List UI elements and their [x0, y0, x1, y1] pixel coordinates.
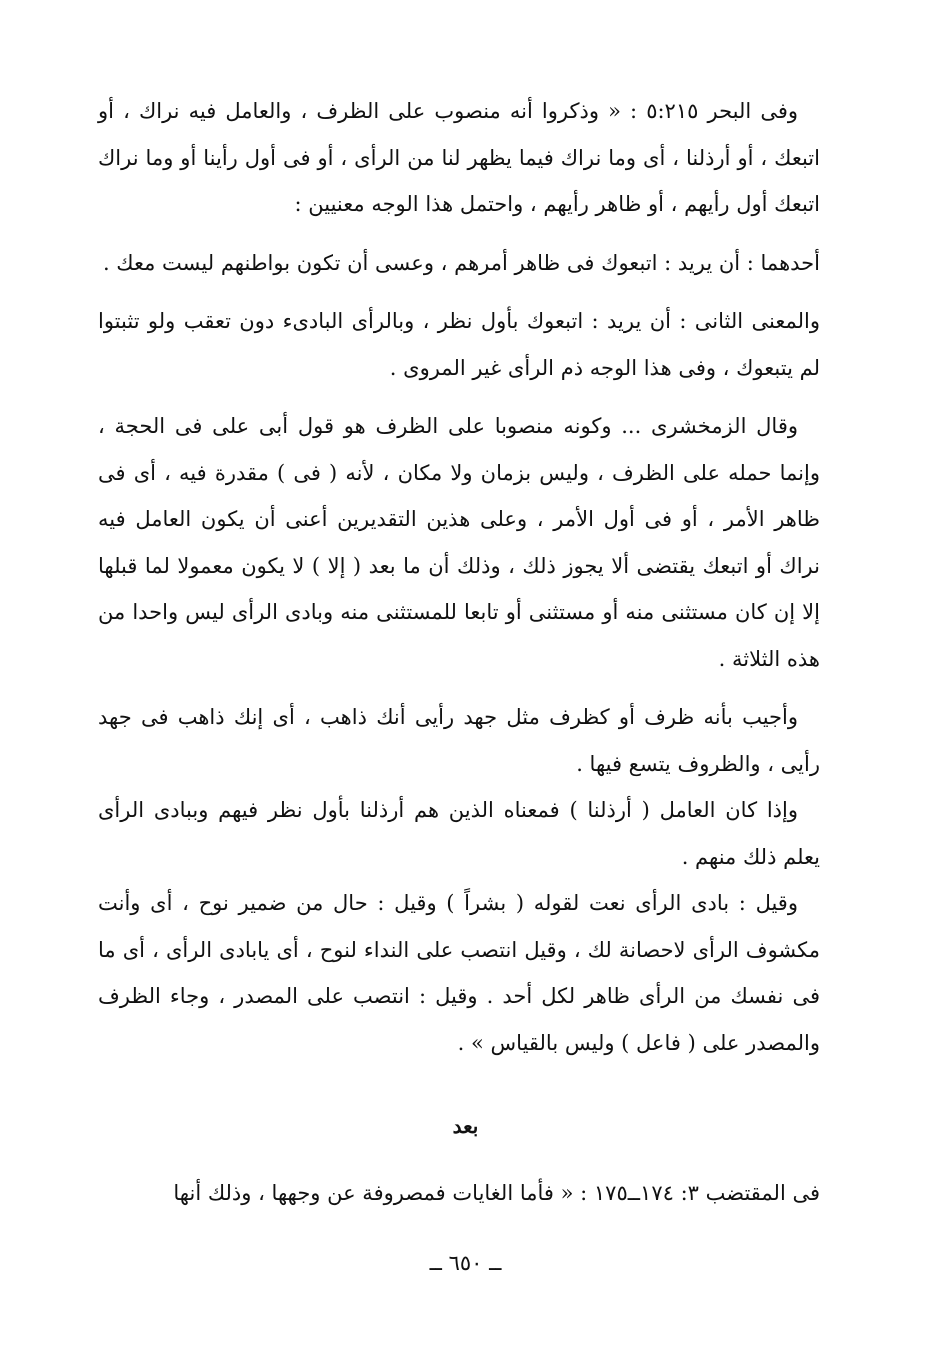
paragraph-zamakhshari: وقال الزمخشرى ... وكونه منصوبا على الظرف هو قول أبى على فى الحجة ، وإنما حمله على الظرف ، وليس بزمان ولا مكان ، لأنه ( فى ) مقدرة فيه ، أى فى ظاهر الأمر ، أو فى أول الأمر ، وعلى هذين التقديرين أعنى أن يكون العامل فيه نراك أو اتبعك يقتضى ألا يجوز ذلك ، وذلك أن ما بعد ( إلا ) لا يكون معمولا لما قبلها إلا إن كان مستثنى منه أو مستثنى أو تابعا للمستثنى منه وبادى الرأى ليس واحدا من هذه الثلاثة .	[98, 414, 820, 671]
paragraph-qila: وقيل : بادى الرأى نعت لقوله ( بشراً ) وقيل : حال من ضمير نوح ، أى وأنت مكشوف الرأى لاحصانة لك ، وقيل انتصب على النداء لنوح ، أى يابادى الرأى ، أى ما فى نفسك من الرأى ظاهر لكل أحد . وقيل : انتصب على المصدر ، وجاء الظرف والمصدر على ( فاعل ) وليس بالقياس » .	[98, 891, 820, 1055]
paragraph-first-meaning: أحدهما : أن يريد : اتبعوك فى ظاهر أمرهم ، وعسى أن تكون بواطنهم ليست معك .	[102, 250, 820, 275]
paragraph-bahr-quote: وفى البحر ٥:٢١٥ : « وذكروا أنه منصوب على الظرف ، والعامل فيه نراك ، أو اتبعك ، أو أرذلنا ، أى وما نراك فيما يظهر لنا من الرأى ، أو فى أول رأينا أو وما نراك اتبعك أول رأيهم ، أو ظاهر رأيهم ، واحتمل هذا الوجه معنيين :	[98, 99, 820, 216]
paragraph-answer: وأجيب بأنه ظرف أو كظرف مثل جهد رأيى أنك ذاهب ، أى إنك ذاهب فى جهد رأيى ، والظروف يتسع فيها .	[98, 705, 820, 776]
paragraph-second-meaning: والمعنى الثانى : أن يريد : اتبعوك بأول نظر ، وبالرأى البادىء دون تعقب ولو تثبتوا لم يتبعوك ، وفى هذا الوجه ذم الرأى غير المروى .	[98, 309, 820, 380]
section-heading: بعد	[452, 1114, 479, 1138]
page-number: ــ ٦٥٠ ــ	[429, 1251, 502, 1275]
paragraph-muqtadab: فى المقتضب ٣: ١٧٤ــ١٧٥ : « فأما الغايات فمصروفة عن وجهها ، وذلك أنها	[173, 1181, 820, 1205]
body-text	[98, 88, 820, 1066]
paragraph-amil: وإذا كان العامل ( أرذلنا ) فمعناه الذين هم أرذلنا بأول نظر فيهم وببادى الرأى يعلم ذلك منهم .	[98, 798, 820, 869]
